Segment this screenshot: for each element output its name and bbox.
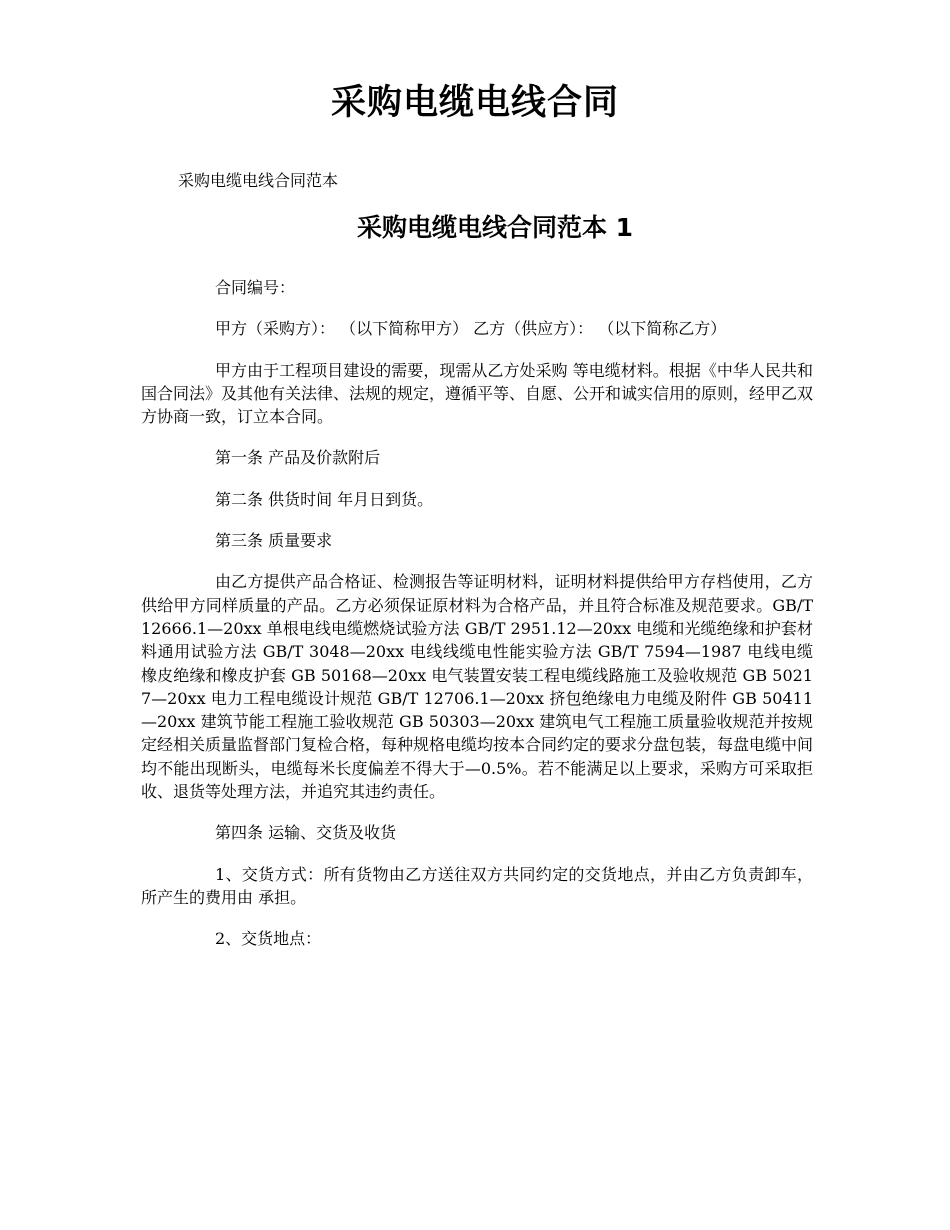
paragraph-preamble: 甲方由于工程项目建设的需要，现需从乙方处采购 等电缆材料。根据《中华人民共和国合同法》及其他有关法律、法规的规定，遵循平等、自愿、公开和诚实信用的原则，经甲乙双方协商一致，订立本合同。 <box>141 360 814 427</box>
paragraph-article-1: 第一条 产品及价款附后 <box>215 448 381 468</box>
paragraph-article-2: 第二条 供货时间 年月日到货。 <box>215 489 434 509</box>
document-subtitle: 采购电缆电线合同范本 <box>178 171 339 190</box>
paragraph-article-3: 第三条 质量要求 <box>215 531 333 551</box>
paragraph-delivery-location: 2、交货地点： <box>215 929 322 949</box>
paragraph-quality-requirements: 由乙方提供产品合格证、检测报告等证明材料，证明材料提供给甲方存档使用，乙方供给甲方同样质量的产品。乙方必须保证原材料为合格产品，并且符合标准及规范要求。GB/T 12666.1—20xx 单根电线电缆燃烧试验方法 GB/T 2951.12—20xx 电缆和光缆绝缘和护套材料通用试验方法 GB/T 3048—20xx 电线线缆电性能实验方法 GB/T 7594—1987 电线电缆橡皮绝缘和橡皮护套 GB 50168—20xx 电气装置安装工程电缆线路施工及验收规范 GB 50217—20xx 电力工程电缆设计规范 GB/T 12706.1—20xx 挤包绝缘电力电缆及附件 GB 50411—20xx 建筑节能工程施工验收规范 GB 50303—20xx 建筑电气工程施工质量验收规范并按规定经相关质量监督部门复检合格，每种规格电缆均按本合同约定的要求分盘包装，每盘电缆中间均不能出现断头，电缆每米长度偏差不得大于—0.5%。若不能满足以上要求，采购方可采取拒收、退货等处理方法，并追究其违约责任。 <box>141 572 814 802</box>
section-title: 采购电缆电线合同范本 1 <box>356 213 634 242</box>
document-title: 采购电缆电线合同 <box>330 83 619 123</box>
paragraph-article-4: 第四条 运输、交货及收货 <box>215 823 397 843</box>
paragraph-contract-number: 合同编号： <box>215 278 296 297</box>
document-body <box>141 276 813 969</box>
paragraph-parties: 甲方（采购方）： （以下简称甲方） 乙方（供应方）： （以下简称乙方） <box>215 319 727 339</box>
paragraph-delivery-method: 1、交货方式：所有货物由乙方送往双方共同约定的交货地点，并由乙方负责卸车，所产生的费用由 承担。 <box>141 864 813 907</box>
